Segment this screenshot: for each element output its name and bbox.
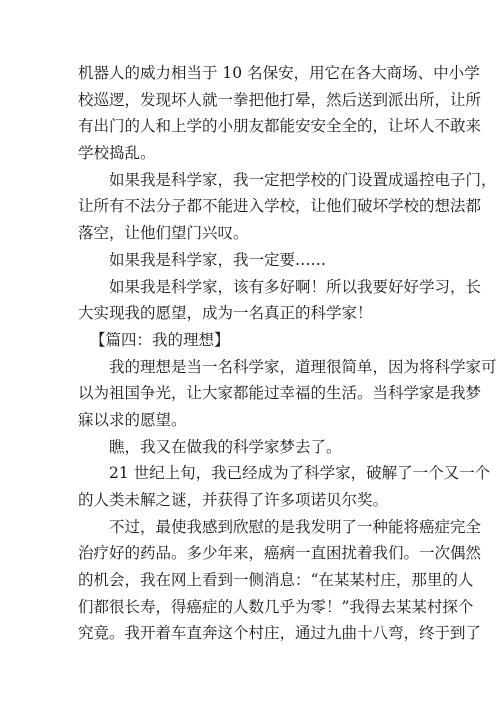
text-line: 以为祖国争光，让大家都能过幸福的生活。当科学家是我梦 <box>78 384 482 403</box>
text-line: 落空，让他们望门兴叹。 <box>78 224 249 243</box>
text-line: 学校捣乱。 <box>78 144 156 163</box>
paragraph-first-line: 21 世纪上旬，我已经成为了科学家，破解了一个又一个 <box>109 464 491 483</box>
text-line: 治疗好的药品。多少年来，癌病一直困扰着我们。一次偶然 <box>78 544 482 563</box>
text-line: 究竟。我开着车直奔这个村庄，通过九曲十八弯，终于到了 <box>78 624 482 643</box>
text-line: 们都很长寿，得癌症的人数几乎为零！”我得去某某村探个 <box>78 597 474 616</box>
section-heading: 【篇四：我的理想】 <box>90 330 230 349</box>
text-line: 寐以求的愿望。 <box>78 410 187 429</box>
paragraph-first-line: 如果我是科学家，我一定把学校的门设置成遥控电子门， <box>109 170 497 189</box>
paragraph-first-line: 如果我是科学家，我一定要…… <box>109 250 327 269</box>
paragraph-first-line: 瞧，我又在做我的科学家梦去了。 <box>109 437 342 456</box>
text-line: 让所有不法分子都不能进入学校，让他们破坏学校的想法都 <box>78 197 482 216</box>
text-line: 校巡逻，发现坏人就一拳把他打晕，然后送到派出所，让所 <box>78 90 482 109</box>
paragraph-first-line: 如果我是科学家，该有多好啊！所以我要好好学习，长 <box>109 277 482 296</box>
text-line: 的机会，我在网上看到一侧消息：“在某某村庄，那里的人 <box>78 571 474 590</box>
document-body <box>78 60 497 647</box>
text-line: 机器人的威力相当于 10 名保安，用它在各大商场、中小学 <box>78 64 480 82</box>
text-line: 大实现我的愿望，成为一名真正的科学家！ <box>78 304 373 323</box>
paragraph-first-line: 我的理想是当一名科学家，道理很简单，因为将科学家可 <box>109 357 497 376</box>
text-line: 的人类未解之谜，并获得了许多项诺贝尔奖。 <box>78 491 389 509</box>
text-line: 有出门的人和上学的小朋友都能安安全全的，让坏人不敢来 <box>78 117 482 136</box>
paragraph-first-line: 不过，最使我感到欣慰的是我发明了一种能将癌症完全 <box>109 517 482 536</box>
